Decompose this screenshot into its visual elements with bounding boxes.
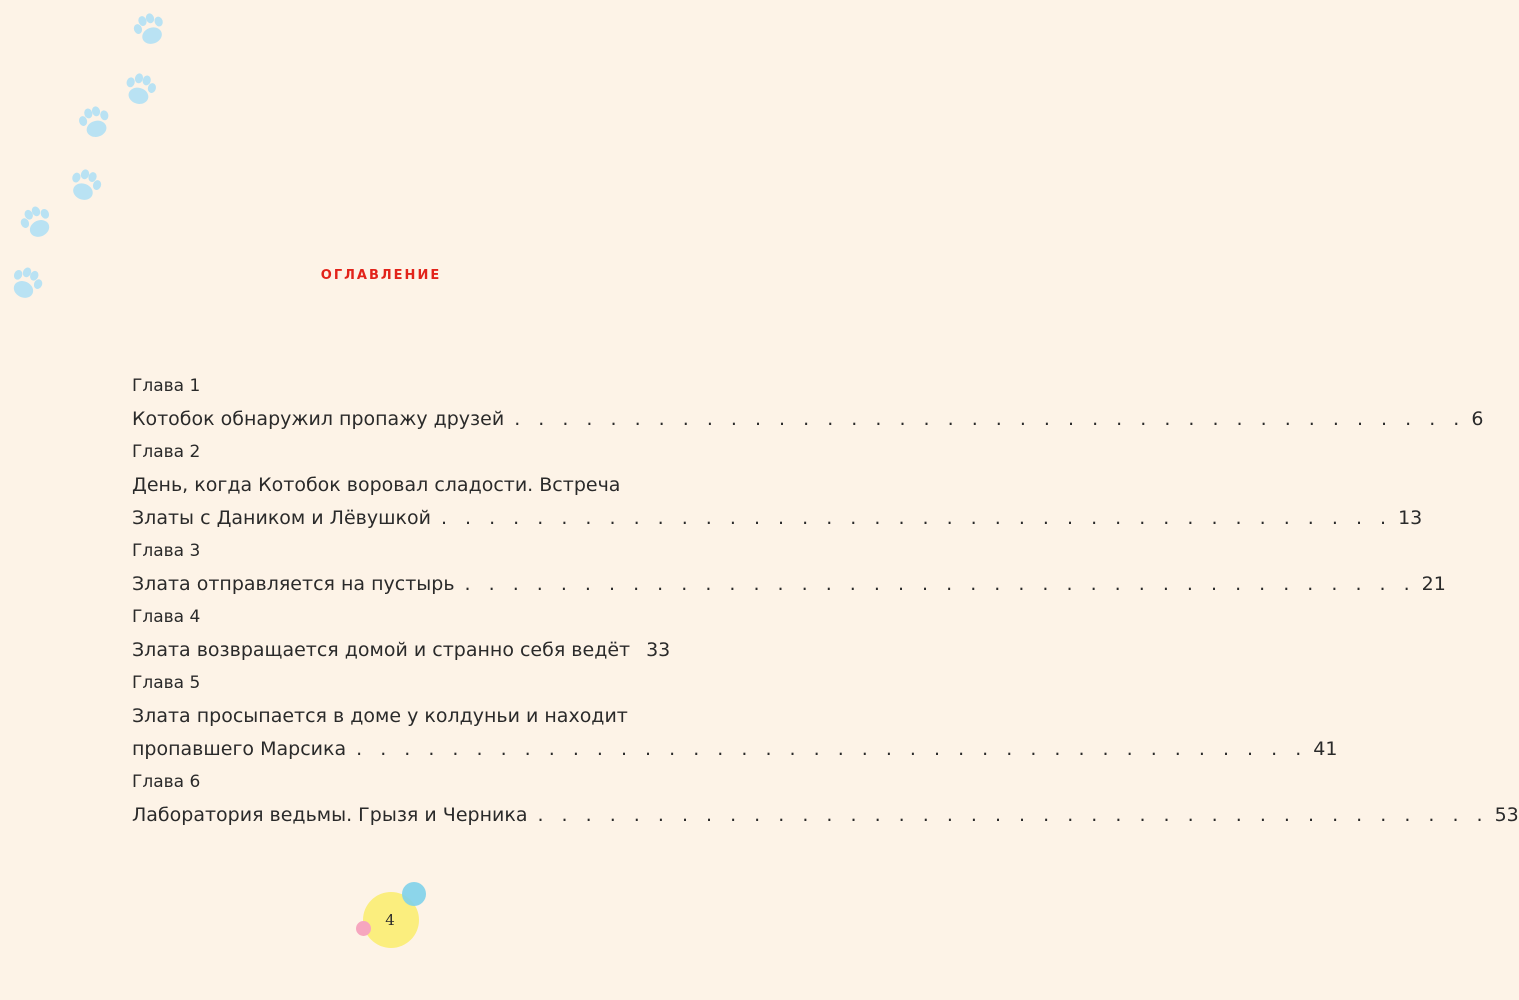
chapter-title-line	[132, 733, 1338, 766]
chapter-title: Лаборатория ведьмы. Грызя и Черника	[132, 804, 528, 826]
chapter-title-line	[132, 799, 1519, 832]
chapter-title-line	[132, 502, 1423, 535]
chapter-label: Глава 4	[132, 607, 201, 627]
toc-entry[interactable]	[132, 535, 1446, 601]
chapter-title: Злата просыпается в доме у колдуньи и находит	[132, 705, 628, 727]
chapter-page-number: 6	[1471, 408, 1484, 430]
chapter-label: Глава 2	[132, 442, 201, 462]
chapter-page-number: 53	[1494, 804, 1519, 826]
toc-entry[interactable]	[132, 370, 1484, 436]
chapter-page-number: 21	[1421, 573, 1446, 595]
chapter-title: Злата возвращается домой и странно себя ведёт	[132, 639, 631, 661]
chapter-title-line	[132, 634, 671, 667]
dot-leader: . . . . . . . . . . . . . . . . . . . . . . . . . . . . . . . . . . . . . . . .	[464, 573, 1416, 595]
paw-print-icon	[71, 99, 120, 148]
chapter-title: День, когда Котобок воровал сладости. Встреча	[132, 474, 621, 496]
paw-print-icon	[116, 66, 165, 115]
toc-entry[interactable]	[132, 436, 1423, 535]
chapter-title: Златы с Даником и Лёвушкой	[132, 507, 431, 529]
chapter-page-number: 13	[1398, 507, 1423, 529]
dot-leader: . . . . . . . . . . . . . . . . . . . . . . . . . . . . . . . . . . . . . . . .	[440, 507, 1393, 529]
toc-entry[interactable]	[132, 667, 1338, 766]
paw-print-icon	[10, 196, 63, 249]
chapter-title-line	[132, 568, 1446, 601]
chapter-label: Глава 5	[132, 673, 201, 693]
toc-entry[interactable]	[132, 601, 671, 667]
page-number: 4	[385, 911, 395, 929]
paw-print-icon	[59, 160, 110, 211]
chapter-label: Глава 1	[132, 376, 201, 396]
chapter-title: Котобок обнаружил пропажу друзей	[132, 408, 505, 430]
toc-entry[interactable]	[132, 766, 1519, 832]
chapter-title-line	[132, 700, 650, 733]
chapter-title-line	[132, 403, 1484, 436]
chapter-title: пропавшего Марсика	[132, 738, 347, 760]
chapter-label: Глава 3	[132, 541, 201, 561]
chapter-title: Злата отправляется на пустырь	[132, 573, 455, 595]
chapter-label: Глава 6	[132, 772, 201, 792]
dot-leader: . . . . . . . . . . . . . . . . . . . . . . . . . . . . . . . . . . . . . . . .	[514, 408, 1466, 430]
table-of-contents	[132, 370, 1519, 832]
chapter-page-number: 33	[646, 639, 671, 661]
page-title: оглавление	[320, 262, 442, 284]
chapter-page-number: 41	[1313, 738, 1338, 760]
chapter-title-line	[132, 469, 650, 502]
paw-print-icon	[124, 4, 175, 55]
dot-leader: . . . . . . . . . . . . . . . . . . . . . . . . . . . . . . . . . . . . . . . .	[537, 804, 1489, 826]
dot-leader: . . . . . . . . . . . . . . . . . . . . . . . . . . . . . . . . . . . . . . . .	[356, 738, 1308, 760]
